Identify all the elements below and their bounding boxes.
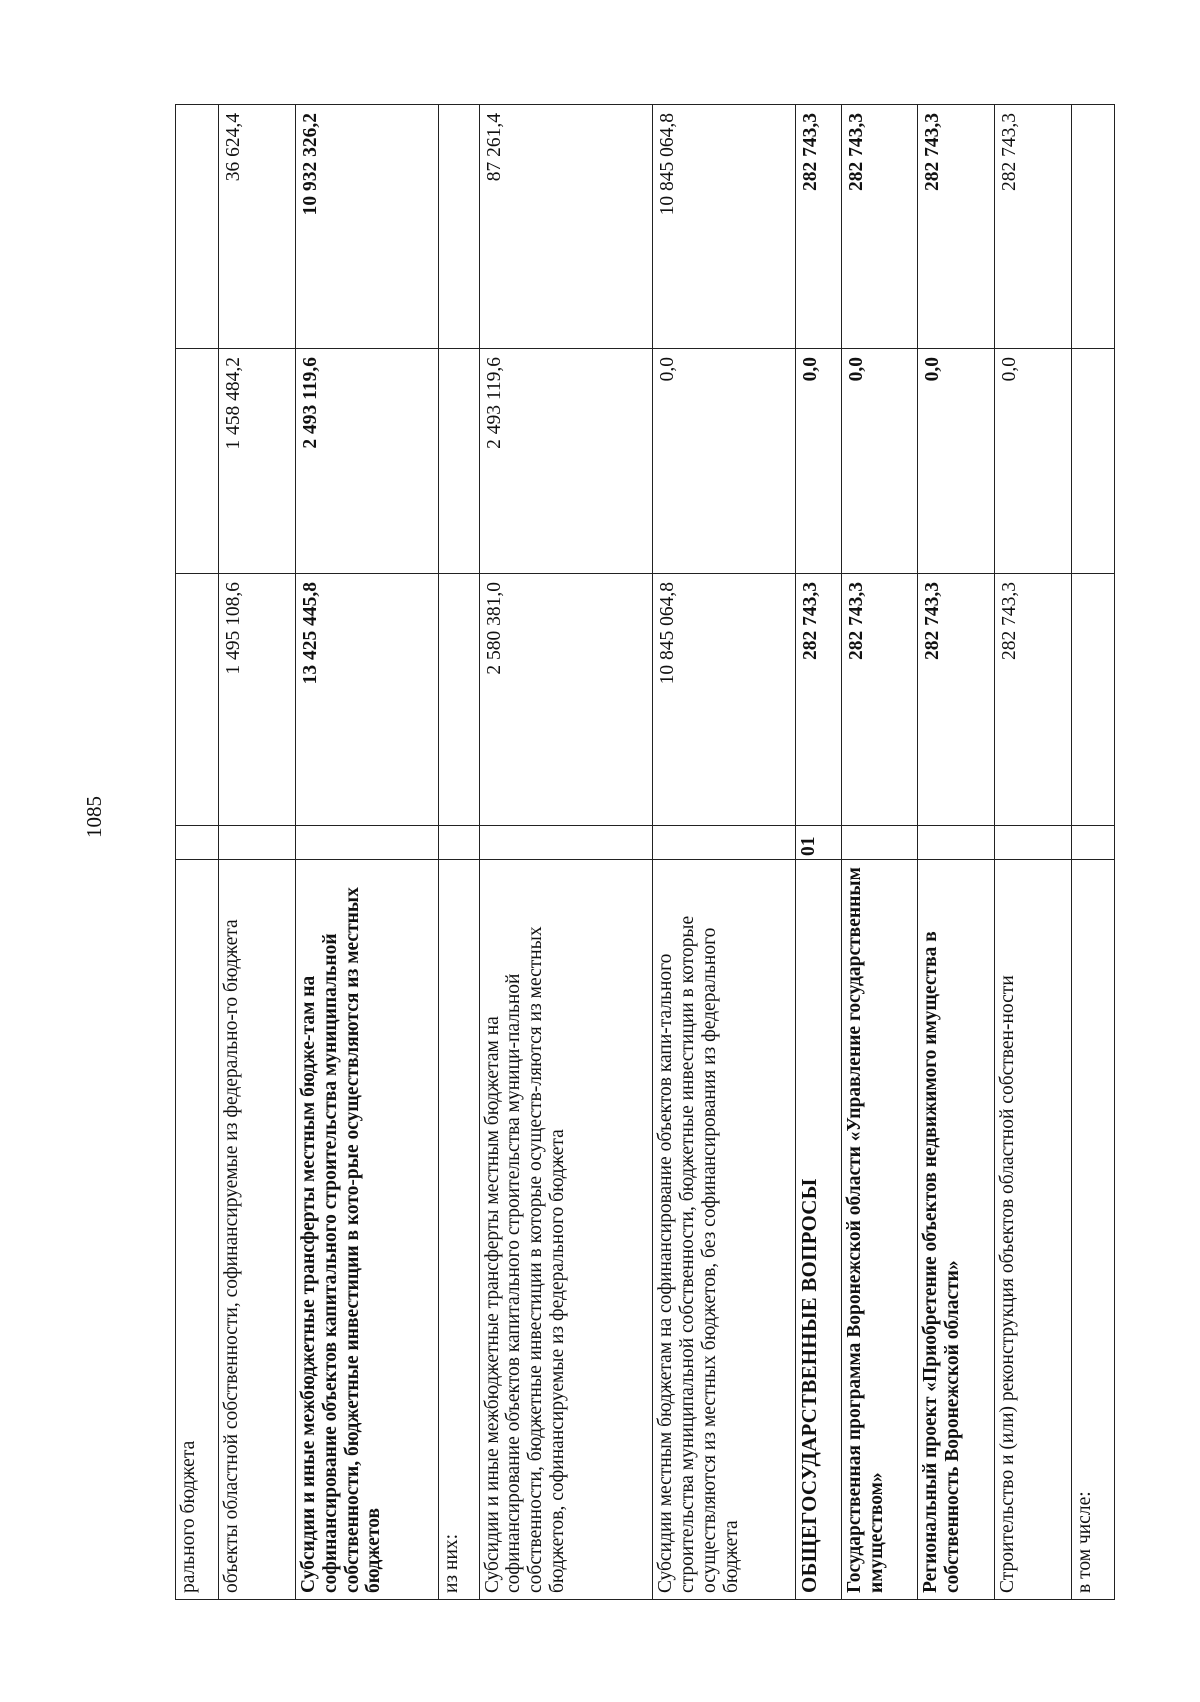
row-total: 10 845 064,8	[653, 574, 796, 826]
row-name: из них:	[438, 860, 479, 1600]
row-total: 2 580 381,0	[479, 574, 653, 826]
row-code	[438, 826, 479, 860]
row-federal	[438, 349, 479, 574]
row-regional: 87 261,4	[479, 105, 653, 349]
table-row	[995, 105, 1072, 1600]
row-federal: 0,0	[653, 349, 796, 574]
row-name: Строительство и (или) реконструкция объектов областной собствен-ности	[995, 860, 1072, 1600]
table-row	[176, 105, 219, 1600]
table-row	[796, 105, 842, 1600]
row-federal: 2 493 119,6	[295, 349, 438, 574]
table-row	[653, 105, 796, 1600]
row-regional: 282 743,3	[796, 105, 842, 349]
row-total: 282 743,3	[796, 574, 842, 826]
table-row	[841, 105, 918, 1600]
row-code	[995, 826, 1072, 860]
budget-table	[175, 104, 1115, 1600]
row-federal: 0,0	[995, 349, 1072, 574]
row-name: Субсидии местным бюджетам на софинансирование объектов капи-тального строительства муниципальной собственности, бюджетные инвестиции в которые осуществляются из местных бюджетов, без софинансирования из федерального бюджета	[653, 860, 796, 1600]
table-row	[438, 105, 479, 1600]
row-total: 282 743,3	[995, 574, 1072, 826]
row-name: Региональный проект «Приобретение объектов недвижимого имущества в собственность Воронежской области»	[918, 860, 995, 1600]
row-name: в том числе:	[1071, 860, 1114, 1600]
row-federal: 0,0	[841, 349, 918, 574]
row-code	[219, 826, 296, 860]
row-regional: 36 624,4	[219, 105, 296, 349]
row-code	[295, 826, 438, 860]
row-regional	[438, 105, 479, 349]
row-regional: 10 932 326,2	[295, 105, 438, 349]
row-code	[479, 826, 653, 860]
row-regional: 282 743,3	[995, 105, 1072, 349]
table-row	[1071, 105, 1114, 1600]
row-total	[176, 574, 219, 826]
row-federal	[176, 349, 219, 574]
page-number: 1085	[82, 796, 106, 838]
row-code	[653, 826, 796, 860]
row-code	[918, 826, 995, 860]
row-regional: 282 743,3	[918, 105, 995, 349]
row-federal: 1 458 484,2	[219, 349, 296, 574]
rotated-page	[175, 105, 1115, 1600]
row-code	[841, 826, 918, 860]
row-total: 1 495 108,6	[219, 574, 296, 826]
row-total	[1071, 574, 1114, 826]
row-federal: 2 493 119,6	[479, 349, 653, 574]
table-row	[479, 105, 653, 1600]
table-row	[295, 105, 438, 1600]
row-federal: 0,0	[796, 349, 842, 574]
row-name: ОБЩЕГОСУДАРСТВЕННЫЕ ВОПРОСЫ	[796, 860, 842, 1600]
table-row	[918, 105, 995, 1600]
row-name: Субсидии и иные межбюджетные трансферты местным бюдже-там на софинансирование объектов капитального строительства муниципальной собственности, бюджетные инвестиции в кото-рые осуществляются из местных бюджетов	[295, 860, 438, 1600]
row-code	[176, 826, 219, 860]
row-regional: 10 845 064,8	[653, 105, 796, 349]
table-row	[219, 105, 296, 1600]
row-total: 282 743,3	[841, 574, 918, 826]
row-regional	[176, 105, 219, 349]
row-name: Государственная программа Воронежской области «Управление государственным имуществом»	[841, 860, 918, 1600]
row-name: Субсидии и иные межбюджетные трансферты местным бюджетам на софинансирование объектов капитального строительства муници-пальной собственности, бюджетные инвестиции в которые осуществ-ляются из местных бюджетов, софинансируемые из федерального бюджета	[479, 860, 653, 1600]
row-regional	[1071, 105, 1114, 349]
row-total: 282 743,3	[918, 574, 995, 826]
row-total	[438, 574, 479, 826]
row-federal: 0,0	[918, 349, 995, 574]
row-total: 13 425 445,8	[295, 574, 438, 826]
row-code: 01	[796, 826, 842, 860]
row-name: объекты областной собственности, софинансируемые из федерально-го бюджета	[219, 860, 296, 1600]
row-federal	[1071, 349, 1114, 574]
row-name: рального бюджета	[176, 860, 219, 1600]
row-code	[1071, 826, 1114, 860]
row-regional: 282 743,3	[841, 105, 918, 349]
